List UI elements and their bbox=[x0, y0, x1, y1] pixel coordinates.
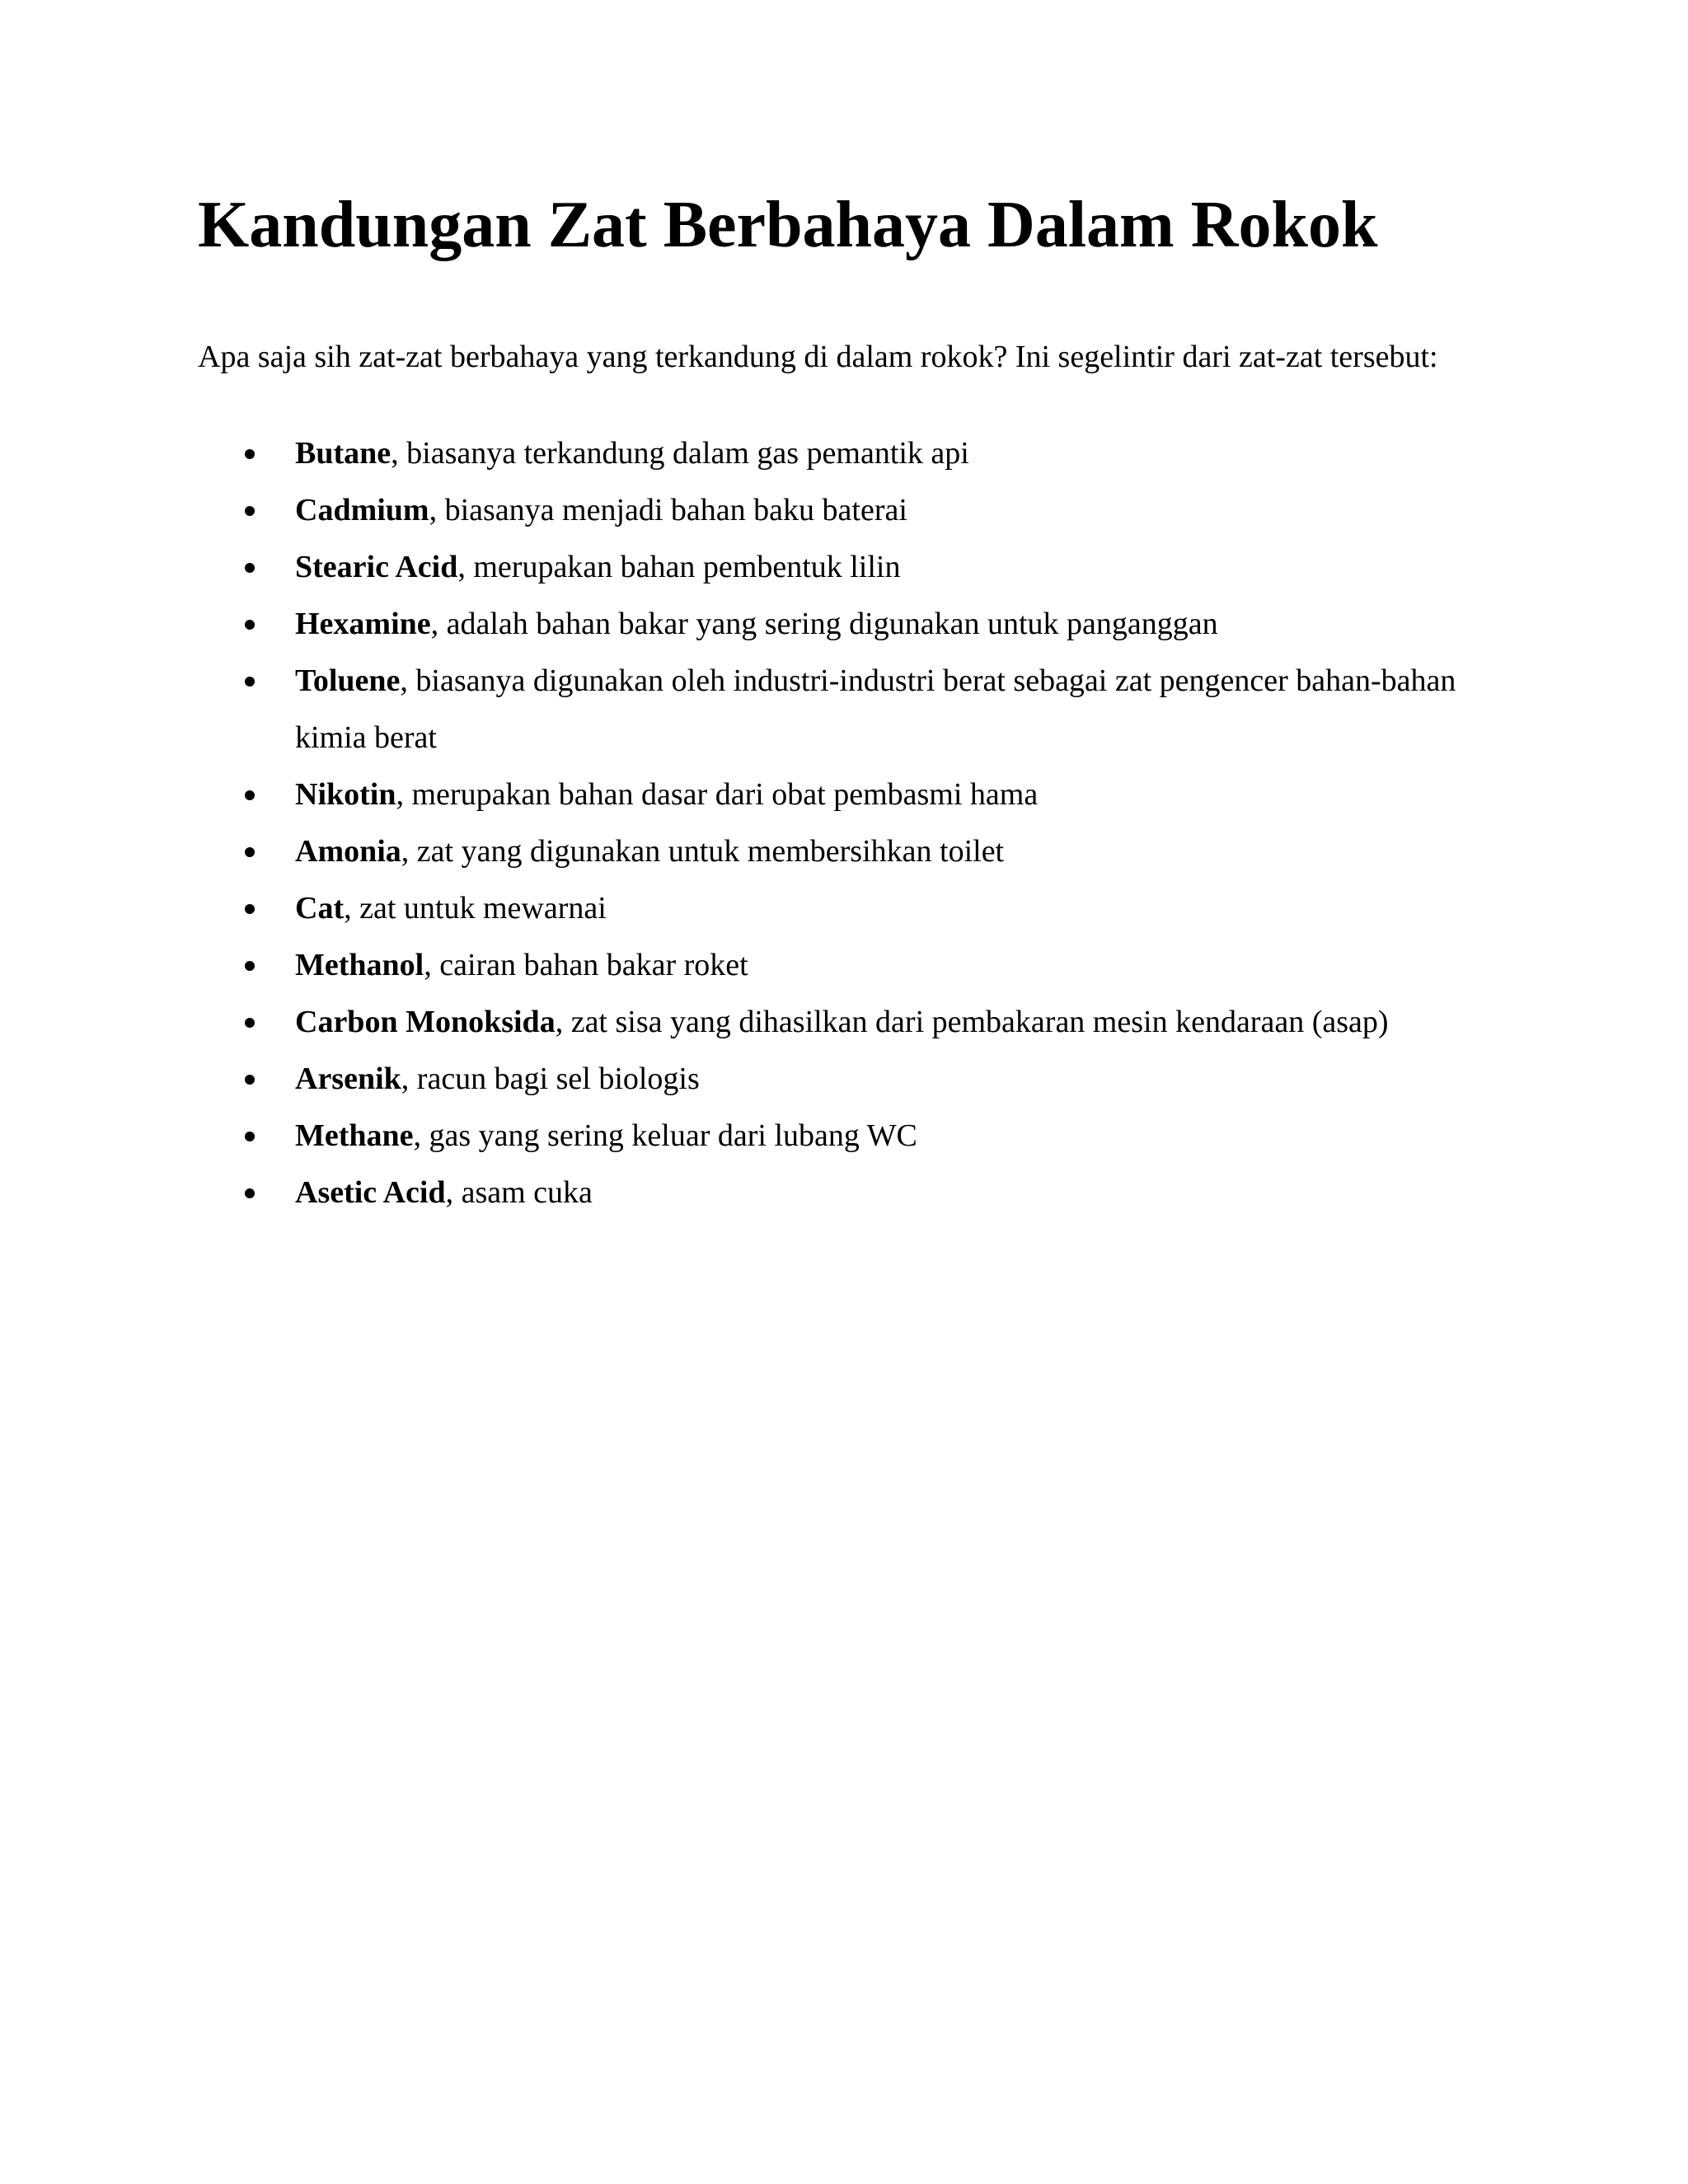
page-title: Kandungan Zat Berbahaya Dalam Rokok bbox=[198, 189, 1378, 261]
list-item bbox=[198, 425, 1484, 482]
bullet-icon bbox=[245, 620, 255, 630]
list-item bbox=[198, 994, 1484, 1051]
bullet-icon bbox=[245, 1132, 255, 1141]
substance-list bbox=[198, 425, 1484, 1221]
intro-paragraph: Apa saja sih zat-zat berbahaya yang terkandung di dalam rokok? Ini segelintir dari zat-zat tersebut: bbox=[198, 340, 1438, 374]
list-item bbox=[198, 596, 1484, 653]
item-description: , merupakan bahan dasar dari obat pembasmi hama bbox=[396, 777, 1039, 812]
item-description: , racun bagi sel biologis bbox=[401, 1062, 700, 1096]
item-description: , biasanya digunakan oleh industri-industri berat sebagai zat pengencer bahan-bahan kimia berat bbox=[295, 663, 1456, 755]
list-item bbox=[198, 482, 1484, 539]
list-item bbox=[198, 1108, 1484, 1165]
bullet-icon bbox=[245, 563, 255, 573]
item-term: Methane bbox=[295, 1118, 414, 1153]
item-term: Arsenik bbox=[295, 1062, 401, 1096]
list-item bbox=[198, 880, 1484, 937]
item-description: , zat yang digunakan untuk membersihkan toilet bbox=[401, 834, 1005, 869]
item-term: Asetic Acid bbox=[295, 1175, 446, 1210]
list-item bbox=[198, 766, 1484, 823]
item-term: Amonia bbox=[295, 834, 401, 869]
item-description: , biasanya terkandung dalam gas pemantik api bbox=[391, 436, 969, 471]
bullet-icon bbox=[245, 1018, 255, 1028]
item-description: , adalah bahan bakar yang sering digunakan untuk panganggan bbox=[430, 607, 1218, 641]
list-item bbox=[198, 1051, 1484, 1108]
item-description: , zat untuk mewarnai bbox=[344, 891, 607, 926]
bullet-icon bbox=[245, 1188, 255, 1198]
list-item bbox=[198, 823, 1484, 880]
list-item bbox=[198, 653, 1484, 766]
item-term: Stearic Acid bbox=[295, 550, 458, 584]
list-item bbox=[198, 539, 1484, 596]
item-term: Hexamine bbox=[295, 607, 431, 641]
item-description: , cairan bahan bakar roket bbox=[424, 948, 748, 982]
document-page bbox=[198, 185, 1484, 1221]
bullet-icon bbox=[245, 961, 255, 971]
item-description: , asam cuka bbox=[445, 1175, 593, 1210]
item-term: Cat bbox=[295, 891, 345, 926]
item-term: Nikotin bbox=[295, 777, 396, 812]
item-term: Butane bbox=[295, 436, 392, 471]
item-term: Toluene bbox=[295, 663, 401, 698]
item-description: , merupakan bahan pembentuk lilin bbox=[457, 550, 901, 584]
bullet-icon bbox=[245, 904, 255, 914]
list-item bbox=[198, 1165, 1484, 1221]
item-description: , zat sisa yang dihasilkan dari pembakaran mesin kendaraan (asap) bbox=[555, 1005, 1389, 1039]
bullet-icon bbox=[245, 506, 255, 516]
item-term: Cadmium bbox=[295, 493, 429, 527]
bullet-icon bbox=[245, 790, 255, 800]
item-description: , biasanya menjadi bahan baku baterai bbox=[429, 493, 907, 527]
bullet-icon bbox=[245, 677, 255, 687]
bullet-icon bbox=[245, 449, 255, 459]
bullet-icon bbox=[245, 847, 255, 857]
item-term: Methanol bbox=[295, 948, 424, 982]
bullet-icon bbox=[245, 1075, 255, 1085]
item-description: , gas yang sering keluar dari lubang WC bbox=[413, 1118, 917, 1153]
list-item bbox=[198, 937, 1484, 994]
item-term: Carbon Monoksida bbox=[295, 1005, 556, 1039]
